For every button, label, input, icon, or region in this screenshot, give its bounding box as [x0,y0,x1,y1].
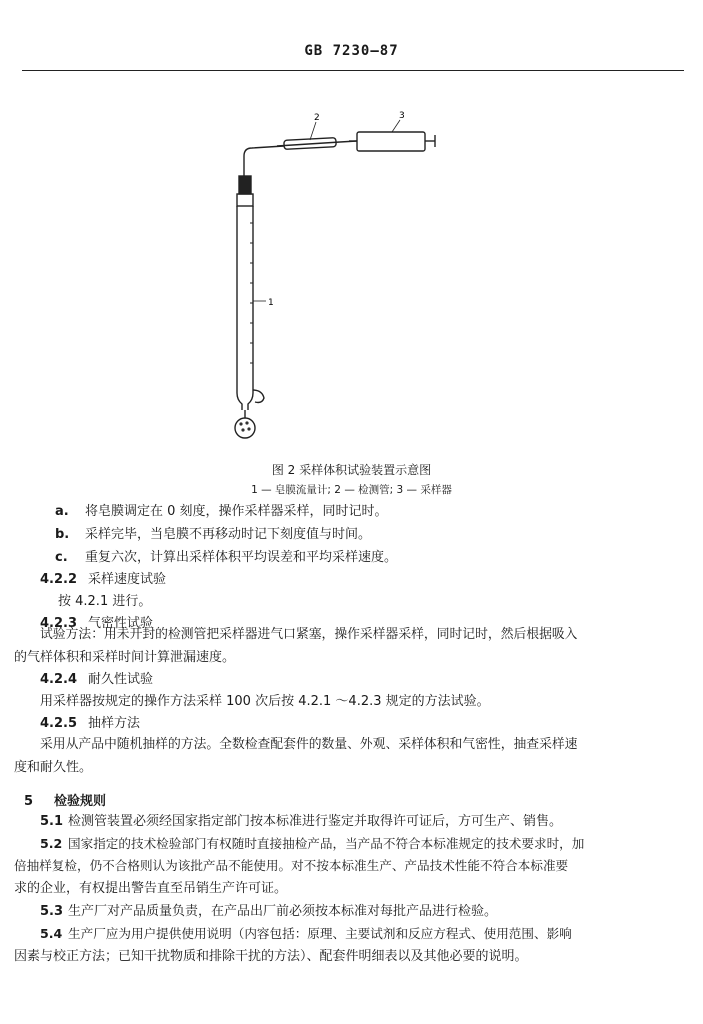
section-heading-4-2-2 [40,573,166,586]
item-text: 重复六次，计算出采样体积平均误差和平均采样速度。 [85,550,398,565]
item-label: a. [55,504,69,519]
connecting-tube [244,146,284,176]
section-body-4-2-5-line2: 度和耐久性。 [14,760,93,775]
item-text: 将皂膜调定在 0 刻度，操作采样器采样，同时记时。 [85,504,388,519]
section-number: 4.2.4 [40,672,78,687]
clause-5-3 [40,905,497,918]
label-2: 2 [314,113,320,123]
section-body-4-2-3-line1: 试验方法：用未开封的检测管把采样器进气口紧塞，操作采样器采样，同时记时，然后根据吸入 [40,627,578,642]
section-number: 4.2.3 [40,616,78,631]
sampling-volume-apparatus-diagram [222,108,452,448]
list-item [55,505,388,518]
clause-text: 国家指定的技术检验部门有权随时直接抽检产品，当产品不符合本标准规定的技术要求时，加 [68,836,585,851]
list-item [55,528,371,541]
chapter-title: 检验规则 [54,794,107,809]
section-body-4-2-4: 用采样器按规定的操作方法采样 100 次后按 4.2.1 ～4.2.3 规定的方法试验。 [40,694,490,709]
clause-number: 5.2 [40,836,63,851]
bulb-bubbles [239,421,250,431]
section-number: 4.2.2 [40,572,78,587]
chapter-number: 5 [24,794,34,809]
clause-5-2-line2: 倍抽样复检，仍不合格则认为该批产品不能使用。对不按本标准生产、产品技术性能不符合本标准要 [14,858,569,873]
section-number: 4.2.5 [40,716,78,731]
soap-film-flowmeter [235,176,264,438]
leader-line-3 [392,120,400,132]
chapter-heading-5 [24,790,106,809]
section-body-4-2-5-line1: 采用从产品中随机抽样的方法。全数检查配套件的数量、外观、采样体积和气密性，抽查采样速 [40,737,578,752]
clause-5-4-line2: 因素与校正方法；已知干扰物质和排除干扰的方法）、配套件明细表以及其他必要的说明。 [14,949,528,964]
section-heading-4-2-5 [40,717,140,730]
clause-5-1 [40,815,562,828]
clause-text: 检测管装置必须经国家指定部门按本标准进行鉴定并取得许可证后，方可生产、销售。 [68,814,563,829]
item-label: c. [55,550,68,565]
leader-line-2 [310,122,316,140]
clause-text: 生产厂应为用户提供使用说明（内容包括：原理、主要试剂和反应方程式、使用范围、影响 [68,926,572,941]
clause-number: 5.4 [40,926,63,941]
label-3: 3 [399,111,405,121]
clause-text: 生产厂对产品质量负责，在产品出厂前必须按本标准对每批产品进行检验。 [68,904,498,919]
section-title: 耐久性试验 [88,672,154,687]
standard-number-header: GB 7230—87 [304,43,399,59]
detector-tube [277,138,357,150]
item-label: b. [55,527,70,542]
figure-legend: 1 — 皂膜流量计; 2 — 检测管; 3 — 采样器 [251,484,452,496]
section-body-4-2-2: 按 4.2.1 进行。 [58,594,152,609]
header-rule [22,70,684,71]
clause-5-4-line1 [40,928,572,941]
section-title: 采样速度试验 [88,572,167,587]
sampler-syringe [349,132,435,151]
list-item [55,551,397,564]
clause-5-2-line1 [40,838,584,851]
figure-caption: 图 2 采样体积试验装置示意图 [271,463,432,477]
section-body-4-2-3-line2: 的气样体积和采样时间计算泄漏速度。 [14,650,236,665]
section-title: 气密性试验 [88,616,154,631]
label-1: 1 [268,298,274,308]
section-title: 抽样方法 [88,716,141,731]
section-heading-4-2-4 [40,673,153,686]
clause-number: 5.3 [40,904,64,919]
item-text: 采样完毕，当皂膜不再移动时记下刻度值与时间。 [85,527,372,542]
clause-5-2-line3: 求的企业，有权提出警告直至吊销生产许可证。 [14,881,288,896]
clause-number: 5.1 [40,814,64,829]
